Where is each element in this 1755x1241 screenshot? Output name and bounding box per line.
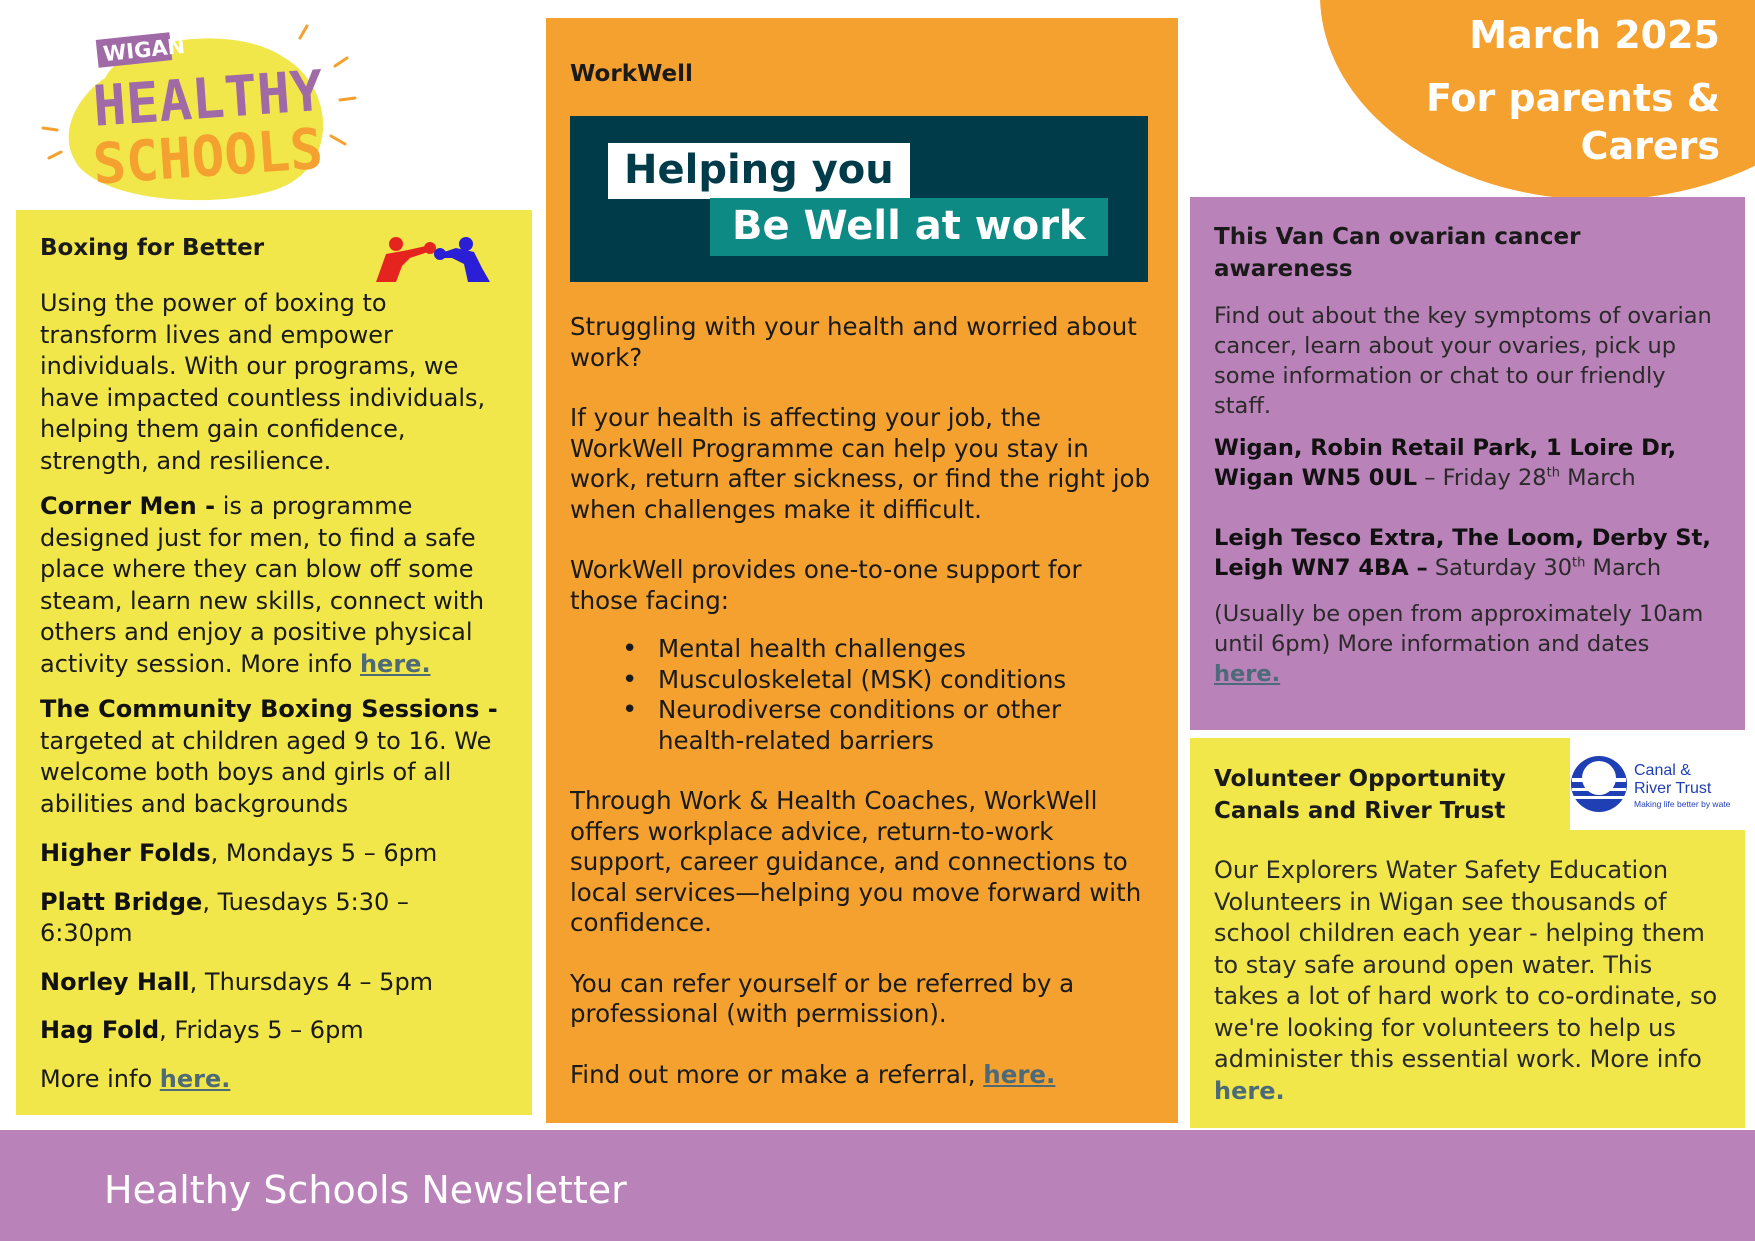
banner-line-2: Be Well at work [710, 198, 1108, 256]
workwell-p2: If your health is affecting your job, the WorkWell Programme can help you stay in work, return after sickness, or find the right job when challenges make it difficult. [570, 403, 1151, 524]
svg-text:River Trust: River Trust [1634, 780, 1712, 797]
session-higher-folds: Higher Folds, Mondays 5 – 6pm [40, 839, 438, 867]
workwell-p5: You can refer yourself or be referred by a professional (with permission). [570, 968, 1075, 1028]
volunteer-title: Volunteer Opportunity Canals and River Trust [1214, 766, 1506, 824]
workwell-p4: Through Work & Health Coaches, WorkWell offers workplace advice, return-to-work support, career guidance, and connections to local services—helping you move forward with confidence. [570, 786, 1142, 937]
boxers-icon [356, 232, 506, 284]
header-info [1426, 10, 1720, 170]
boxing-intro: Using the power of boxing to transform lives and empower individuals. With our programs, we have impacted countless individuals, helping them gain confidence, strength, and resilience. [40, 289, 486, 475]
newsletter-footer [0, 1130, 1755, 1241]
corner-men-link[interactable]: here. [359, 649, 431, 678]
boxing-more-info-link[interactable]: here. [159, 1064, 231, 1093]
svg-text:WIGAN: WIGAN [102, 33, 187, 67]
list-item: • Musculoskeletal (MSK) conditions [622, 665, 1154, 696]
boxing-title: Boxing for Better [40, 235, 265, 261]
audience-label: For parents & Carers [1425, 76, 1720, 168]
community-boxing-paragraph: The Community Boxing Sessions - targeted at children aged 9 to 16. We welcome both boys and girls of all abilities and backgrounds [40, 695, 498, 818]
workwell-p1: Struggling with your health and worried about work? [570, 312, 1137, 372]
workwell-panel [546, 18, 1178, 1123]
session-platt-bridge: Platt Bridge, Tuesdays 5:30 – 6:30pm [40, 887, 409, 947]
list-item: • Mental health challenges [622, 634, 1154, 665]
canal-river-trust-logo [1570, 738, 1748, 830]
workwell-referral-link[interactable]: here. [983, 1059, 1056, 1089]
van-hours-note: (Usually be open from approximately 10am until 6pm) More information and dates here. [1214, 601, 1704, 687]
workwell-banner [570, 116, 1148, 282]
footer-title: Healthy Schools Newsletter [104, 1168, 627, 1212]
van-location-leigh: Leigh Tesco Extra, The Loom, Derby St, Leigh WN7 4BA – Saturday 30th March [1214, 525, 1711, 581]
corner-men-paragraph: Corner Men - is a programme designed just for men, to find a safe place where they can blow off some steam, learn new skills, connect with others and enjoy a positive physical activity session. More info here. [40, 492, 485, 678]
van-more-info-link[interactable]: here. [1214, 661, 1281, 687]
newsletter-date: March 2025 [1469, 13, 1720, 57]
van-location-wigan: Wigan, Robin Retail Park, 1 Loire Dr, Wigan WN5 0UL – Friday 28th March [1214, 435, 1677, 491]
session-norley-hall: Norley Hall, Thursdays 4 – 5pm [40, 967, 434, 996]
workwell-title: WorkWell [570, 61, 693, 87]
wigan-healthy-schools-logo [35, 18, 365, 208]
workwell-bullet-list [570, 634, 1154, 756]
svg-text:Making life better by wate: Making life better by wate [1634, 799, 1731, 809]
svg-text:SCHOOLS: SCHOOLS [90, 116, 331, 198]
svg-text:HEALTHY: HEALTHY [91, 58, 332, 140]
banner-line-1: Helping you [608, 143, 910, 199]
canal-river-trust-icon [1570, 738, 1748, 830]
session-hag-fold: Hag Fold, Fridays 5 – 6pm [40, 1016, 364, 1044]
van-can-title: This Van Can ovarian cancer awareness [1214, 224, 1581, 282]
svg-text:Canal &: Canal & [1634, 762, 1691, 779]
boxing-panel [16, 210, 532, 1115]
workwell-p3: WorkWell provides one-to-one support for those facing: [570, 555, 1082, 615]
van-can-intro: Find out about the key symptoms of ovarian cancer, learn about your ovaries, pick up some information or chat to our friendly staff. [1214, 303, 1712, 419]
van-can-panel [1190, 197, 1745, 730]
workwell-referral: Find out more or make a referral, here. [570, 1059, 1056, 1089]
volunteer-text: Our Explorers Water Safety Education Volunteers in Wigan see thousands of school children each year - helping them to stay safe around open water. This takes a lot of hard work to co-ordinate, so we're looking for volunteers to help us administer this essential work. More info here. [1214, 856, 1718, 1105]
boxing-more-info: More info here. [40, 1064, 231, 1093]
list-item: • Neurodiverse conditions or other health-related barriers [622, 695, 1154, 756]
volunteer-more-info-link[interactable]: here. [1214, 1076, 1285, 1105]
